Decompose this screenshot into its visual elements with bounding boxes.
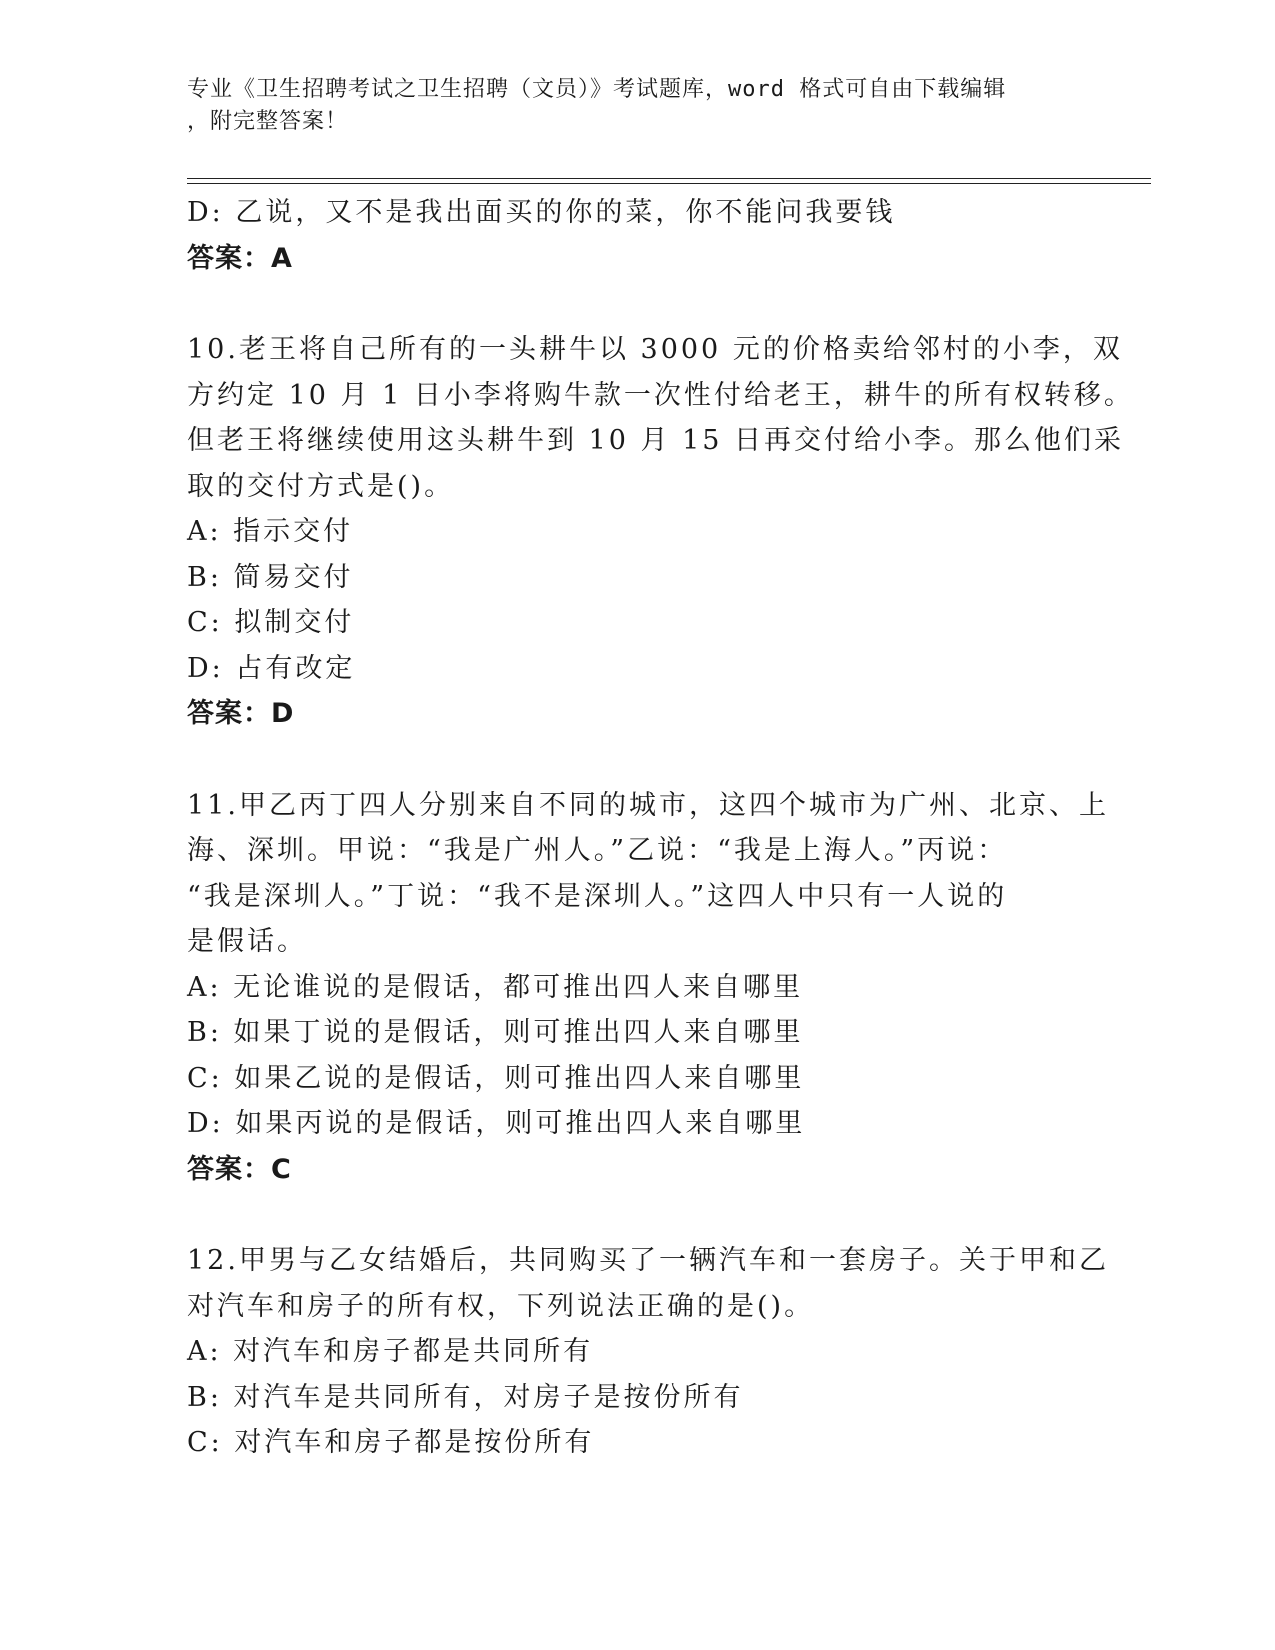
question-12: [187, 1238, 1109, 1466]
header-rule-bottom: [187, 183, 1151, 184]
question-text-line: 是假话。: [187, 926, 307, 957]
answer-line: 答案：A: [187, 242, 293, 274]
option-a: A: 对汽车和房子都是共同所有: [187, 1336, 594, 1367]
question-10: [187, 327, 1134, 737]
option-b: B: 简易交付: [187, 561, 354, 593]
question-text-line: 但老王将继续使用这头耕牛到 10 月 15 日再交付给小李。那么他们采: [187, 425, 1125, 456]
option-d: D: 乙说，又不是我出面买的你的菜，你不能问我要钱: [187, 197, 896, 228]
option-c: C: 对汽车和房子都是按份所有: [187, 1427, 595, 1458]
option-c: C: 如果乙说的是假话，则可推出四人来自哪里: [187, 1062, 805, 1094]
question-text-line: 对汽车和房子的所有权，下列说法正确的是()。: [187, 1290, 815, 1322]
question-text-line: 方约定 10 月 1 日小李将购牛款一次性付给老王，耕牛的所有权转移。: [187, 379, 1134, 411]
spacer: [187, 737, 1087, 783]
option-b: B: 如果丁说的是假话，则可推出四人来自哪里: [187, 1017, 804, 1048]
header-line-2: ，附完整答案！: [187, 109, 349, 134]
document-header: [187, 74, 1067, 138]
question-text-line: 海、深圳。甲说：“我是广州人。”乙说：“我是上海人。”丙说：: [187, 835, 1008, 866]
answer-line: 答案：D: [187, 698, 295, 729]
question-text-line: 10.老王将自己所有的一头耕牛以 3000 元的价格卖给邻村的小李，双: [187, 334, 1123, 365]
answer-line: 答案：C: [187, 1153, 292, 1185]
previous-question-tail: [187, 190, 1087, 281]
option-d: D: 占有改定: [187, 652, 356, 684]
question-11: [187, 783, 1109, 1193]
spacer: [187, 281, 1087, 327]
spacer: [187, 1192, 1087, 1238]
document-body: [187, 190, 1134, 1466]
header-line-1: 专业《卫生招聘考试之卫生招聘（文员）》考试题库，word 格式可自由下载编辑: [187, 77, 1007, 102]
option-c: C: 拟制交付: [187, 607, 355, 638]
option-d: D: 如果丙说的是假话，则可推出四人来自哪里: [187, 1108, 806, 1139]
question-text-line: 11.甲乙丙丁四人分别来自不同的城市，这四个城市为广州、北京、上: [187, 789, 1109, 821]
option-b: B: 对汽车是共同所有，对房子是按份所有: [187, 1381, 744, 1413]
option-a: A: 指示交付: [187, 516, 354, 547]
question-text-line: “我是深圳人。”丁说：“我不是深圳人。”这四人中只有一人说的: [187, 880, 1008, 912]
question-text-line: 取的交付方式是()。: [187, 470, 455, 502]
header-rule-top: [187, 178, 1151, 179]
option-a: A: 无论谁说的是假话，都可推出四人来自哪里: [187, 971, 804, 1003]
question-text-line: 12.甲男与乙女结婚后，共同购买了一辆汽车和一套房子。关于甲和乙: [187, 1245, 1109, 1276]
